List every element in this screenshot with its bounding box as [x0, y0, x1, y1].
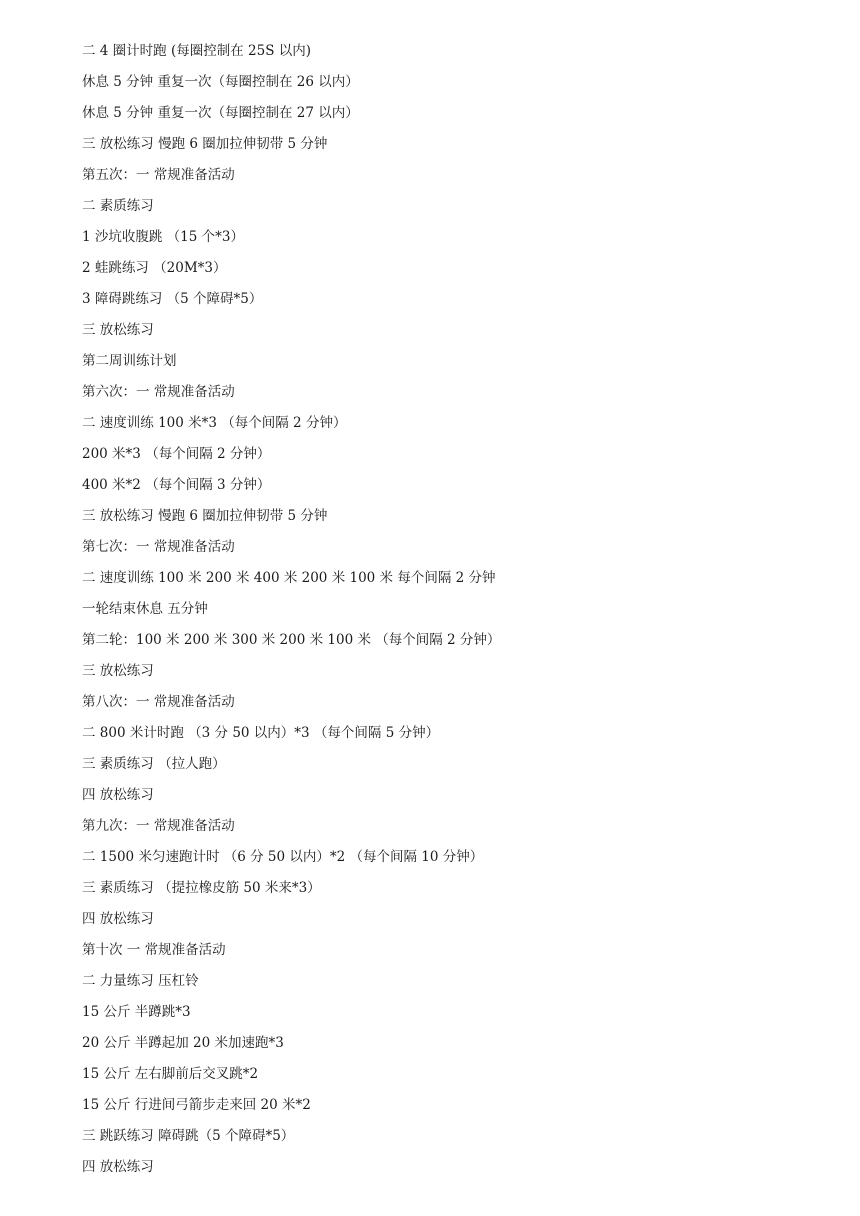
text-line: 二 800 米计时跑 （3 分 50 以内）*3 （每个间隔 5 分钟）: [82, 725, 440, 741]
text-line: 三 放松练习: [82, 663, 154, 679]
text-line: 三 放松练习 慢跑 6 圈加拉伸韧带 5 分钟: [82, 508, 328, 524]
text-line: 15 公斤 行进间弓箭步走来回 20 米*2: [82, 1097, 311, 1113]
text-line: 三 放松练习: [82, 322, 154, 338]
text-line: 四 放松练习: [82, 911, 154, 927]
text-line: 15 公斤 半蹲跳*3: [82, 1004, 191, 1020]
session-heading: 第八次：一 常规准备活动: [82, 694, 235, 710]
text-line: 四 放松练习: [82, 1159, 154, 1175]
text-line: 二 力量练习 压杠铃: [82, 973, 199, 989]
session-heading: 第七次：一 常规准备活动: [82, 539, 235, 555]
text-line: 四 放松练习: [82, 787, 154, 803]
week-heading: 第二周训练计划: [82, 353, 177, 369]
text-line: 一轮结束休息 五分钟: [82, 601, 208, 617]
text-line: 2 蛙跳练习 （20M*3）: [82, 260, 227, 276]
text-line: 二 4 圈计时跑 (每圈控制在 25S 以内): [82, 43, 312, 59]
text-line: 二 素质练习: [82, 198, 154, 214]
text-line: 二 1500 米匀速跑计时 （6 分 50 以内）*2 （每个间隔 10 分钟）: [82, 849, 484, 865]
text-line: 三 素质练习 （提拉橡皮筋 50 米来*3）: [82, 880, 321, 896]
session-heading: 第十次 一 常规准备活动: [82, 942, 226, 958]
text-line: 第二轮：100 米 200 米 300 米 200 米 100 米 （每个间隔 2 分钟）: [82, 632, 501, 648]
session-heading: 第六次：一 常规准备活动: [82, 384, 235, 400]
text-line: 20 公斤 半蹲起加 20 米加速跑*3: [82, 1035, 284, 1051]
text-line: 三 跳跃练习 障碍跳（5 个障碍*5）: [82, 1128, 295, 1144]
session-heading: 第九次：一 常规准备活动: [82, 818, 235, 834]
text-line: 400 米*2 （每个间隔 3 分钟）: [82, 477, 271, 493]
text-line: 三 素质练习 （拉人跑）: [82, 756, 226, 772]
text-line: 3 障碍跳练习 （5 个障碍*5）: [82, 291, 263, 307]
session-heading: 第五次：一 常规准备活动: [82, 167, 235, 183]
text-line: 三 放松练习 慢跑 6 圈加拉伸韧带 5 分钟: [82, 136, 328, 152]
document-page: [82, 36, 782, 1183]
text-line: 200 米*3 （每个间隔 2 分钟）: [82, 446, 271, 462]
text-line: 二 速度训练 100 米*3 （每个间隔 2 分钟）: [82, 415, 347, 431]
text-line: 休息 5 分钟 重复一次（每圈控制在 26 以内）: [82, 74, 359, 90]
text-line: 1 沙坑收腹跳 （15 个*3）: [82, 229, 244, 245]
text-line: 休息 5 分钟 重复一次（每圈控制在 27 以内）: [82, 105, 359, 121]
text-line: 15 公斤 左右脚前后交叉跳*2: [82, 1066, 259, 1082]
text-line: 二 速度训练 100 米 200 米 400 米 200 米 100 米 每个间隔 2 分钟: [82, 570, 496, 586]
